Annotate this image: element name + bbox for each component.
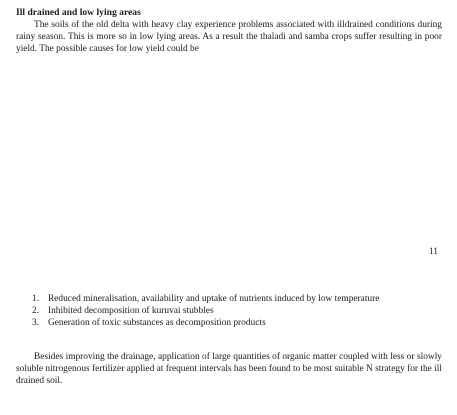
list-item xyxy=(16,305,442,317)
list-item-text: Generation of toxic substances as decomposition products xyxy=(48,318,266,328)
list-item-text: Inhibited decomposition of kuruvai stubbles xyxy=(48,306,214,316)
list-item-marker: 1. xyxy=(32,294,40,304)
list-item xyxy=(16,293,442,305)
section-heading: Ill drained and low lying areas xyxy=(16,7,141,18)
list-item-marker: 3. xyxy=(32,318,40,328)
list-item xyxy=(16,317,442,329)
intro-paragraph: The soils of the old delta with heavy clay experience problems associated with illdrained conditions during rainy season. This is more so in low lying areas. As a result the thaladi and samba crops suffer resulting in poor yield. The possible causes for low yield could be xyxy=(16,20,442,54)
list-item-text: Reduced mineralisation, availability and uptake of nutrients induced by low temperature xyxy=(48,294,380,304)
list-item-marker: 2. xyxy=(32,306,40,316)
intro-paragraph-block xyxy=(16,19,442,55)
page-number: 11 xyxy=(428,247,438,257)
closing-paragraph-block xyxy=(16,351,442,387)
closing-paragraph: Besides improving the drainage, application of large quantities of organic matter coupled with less or slowly soluble nitrogenous fertilizer applied at frequent intervals has been found to be most suitable N strategy for the ill drained soil. xyxy=(16,352,442,386)
causes-list xyxy=(16,293,442,329)
